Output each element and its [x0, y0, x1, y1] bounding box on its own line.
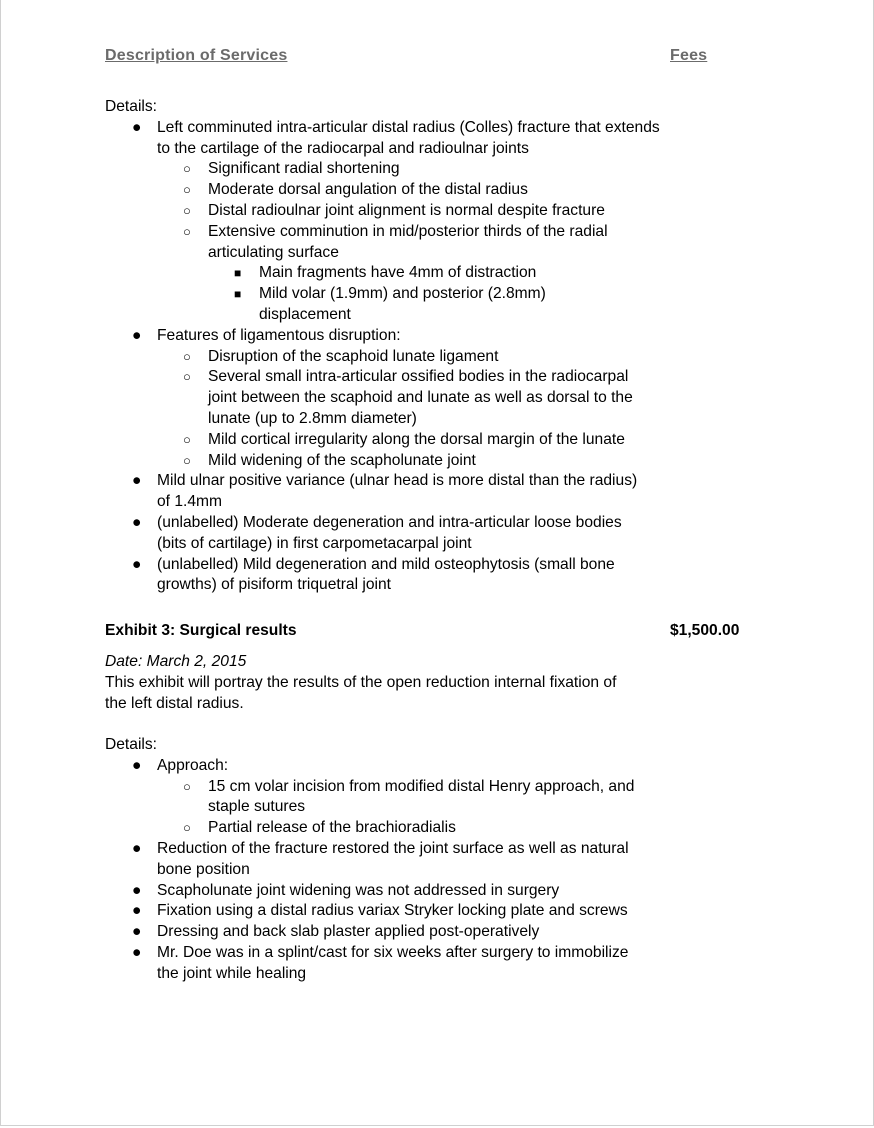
bullet-circle-icon: ○ — [183, 452, 191, 468]
list-item: ○ Mild widening of the scapholunate joint — [105, 451, 665, 472]
bullet-disc-icon: ● — [132, 902, 142, 920]
list-item: ● (unlabelled) Moderate degeneration and intra-articular loose bodies (bits of cartilage) in first carpometacarpal joint — [132, 513, 622, 552]
list-item: ○ Partial release of the brachioradialis — [105, 818, 665, 839]
list-item: ● Dressing and back slab plaster applied post-operatively — [105, 922, 665, 943]
details-label: Details: — [105, 736, 157, 753]
list-item: ○ 15 cm volar incision from modified distal Henry approach, and staple sutures — [183, 777, 635, 816]
bullet-circle-icon: ○ — [183, 369, 191, 385]
bullet-disc-icon: ● — [132, 839, 142, 857]
bullet-disc-icon: ● — [132, 943, 142, 961]
column-header-description: Description of Services — [105, 47, 288, 64]
list-item: ● Mr. Doe was in a splint/cast for six weeks after surgery to immobilize the joint while healing — [132, 943, 629, 982]
bullet-circle-icon: ○ — [183, 431, 191, 447]
list-item: ● (unlabelled) Mild degeneration and mild osteophytosis (small bone growths) of pisiform triquetral joint — [132, 555, 615, 594]
exhibit-body — [105, 652, 625, 714]
bullet-square-icon: ■ — [234, 266, 242, 281]
list-item: ● Approach: — [105, 756, 665, 777]
bullet-disc-icon: ● — [132, 923, 142, 941]
bullet-circle-icon: ○ — [183, 161, 191, 177]
list-item: ○ Several small intra-articular ossified bodies in the radiocarpal joint between the scaphoid and lunate as well as dorsal to the lunate (up to 2.8mm diameter) — [183, 368, 633, 427]
details-list — [105, 756, 665, 985]
list-item: ○ Mild cortical irregularity along the dorsal margin of the lunate — [105, 430, 665, 451]
list-item: ○ Distal radioulnar joint alignment is normal despite fracture — [105, 201, 665, 222]
list-item: ● Left comminuted intra-articular distal radius (Colles) fracture that extends to the cartilage of the radiocarpal and radioulnar joints — [132, 118, 660, 157]
bullet-disc-icon: ● — [132, 513, 142, 531]
bullet-circle-icon: ○ — [183, 820, 191, 836]
bullet-circle-icon: ○ — [183, 182, 191, 198]
details-list — [105, 118, 665, 596]
bullet-circle-icon: ○ — [183, 778, 191, 794]
bullet-disc-icon: ● — [132, 555, 142, 573]
bullet-disc-icon: ● — [132, 118, 142, 136]
list-item: ■ Mild volar (1.9mm) and posterior (2.8mm) displacement — [234, 285, 546, 323]
list-item: ● Fixation using a distal radius variax Stryker locking plate and screws — [105, 901, 665, 922]
bullet-disc-icon: ● — [132, 881, 142, 899]
bullet-circle-icon: ○ — [183, 348, 191, 364]
bullet-square-icon: ■ — [234, 287, 242, 302]
section-details-2 — [105, 735, 665, 985]
exhibit-date: Date: March 2, 2015 — [105, 653, 247, 670]
list-item: ■ Main fragments have 4mm of distraction — [105, 263, 599, 284]
details-label: Details: — [105, 98, 157, 115]
exhibit-title: Exhibit 3: Surgical results — [105, 622, 297, 639]
bullet-disc-icon: ● — [132, 326, 142, 344]
list-item: ○ Moderate dorsal angulation of the distal radius — [105, 180, 665, 201]
exhibit-fee: $1,500.00 — [670, 622, 740, 639]
column-header-fees: Fees — [670, 47, 708, 64]
bullet-circle-icon: ○ — [183, 202, 191, 218]
bullet-disc-icon: ● — [132, 756, 142, 774]
list-item: ○ Disruption of the scaphoid lunate ligament — [105, 347, 665, 368]
bullet-circle-icon: ○ — [183, 223, 191, 239]
exhibit-description: This exhibit will portray the results of the open reduction internal fixation of the left distal radius. — [105, 673, 617, 712]
list-item: ● Reduction of the fracture restored the joint surface as well as natural bone position — [132, 839, 629, 878]
bullet-disc-icon: ● — [132, 472, 142, 490]
list-item: ● Scapholunate joint widening was not addressed in surgery — [105, 881, 665, 902]
list-item: ● Mild ulnar positive variance (ulnar head is more distal than the radius) of 1.4mm — [132, 472, 638, 511]
list-item: ○ Significant radial shortening — [105, 159, 665, 180]
list-item: ○ Extensive comminution in mid/posterior thirds of the radial articulating surface — [183, 222, 608, 261]
list-item: ● Features of ligamentous disruption: — [105, 326, 665, 347]
section-details-1 — [105, 97, 665, 596]
